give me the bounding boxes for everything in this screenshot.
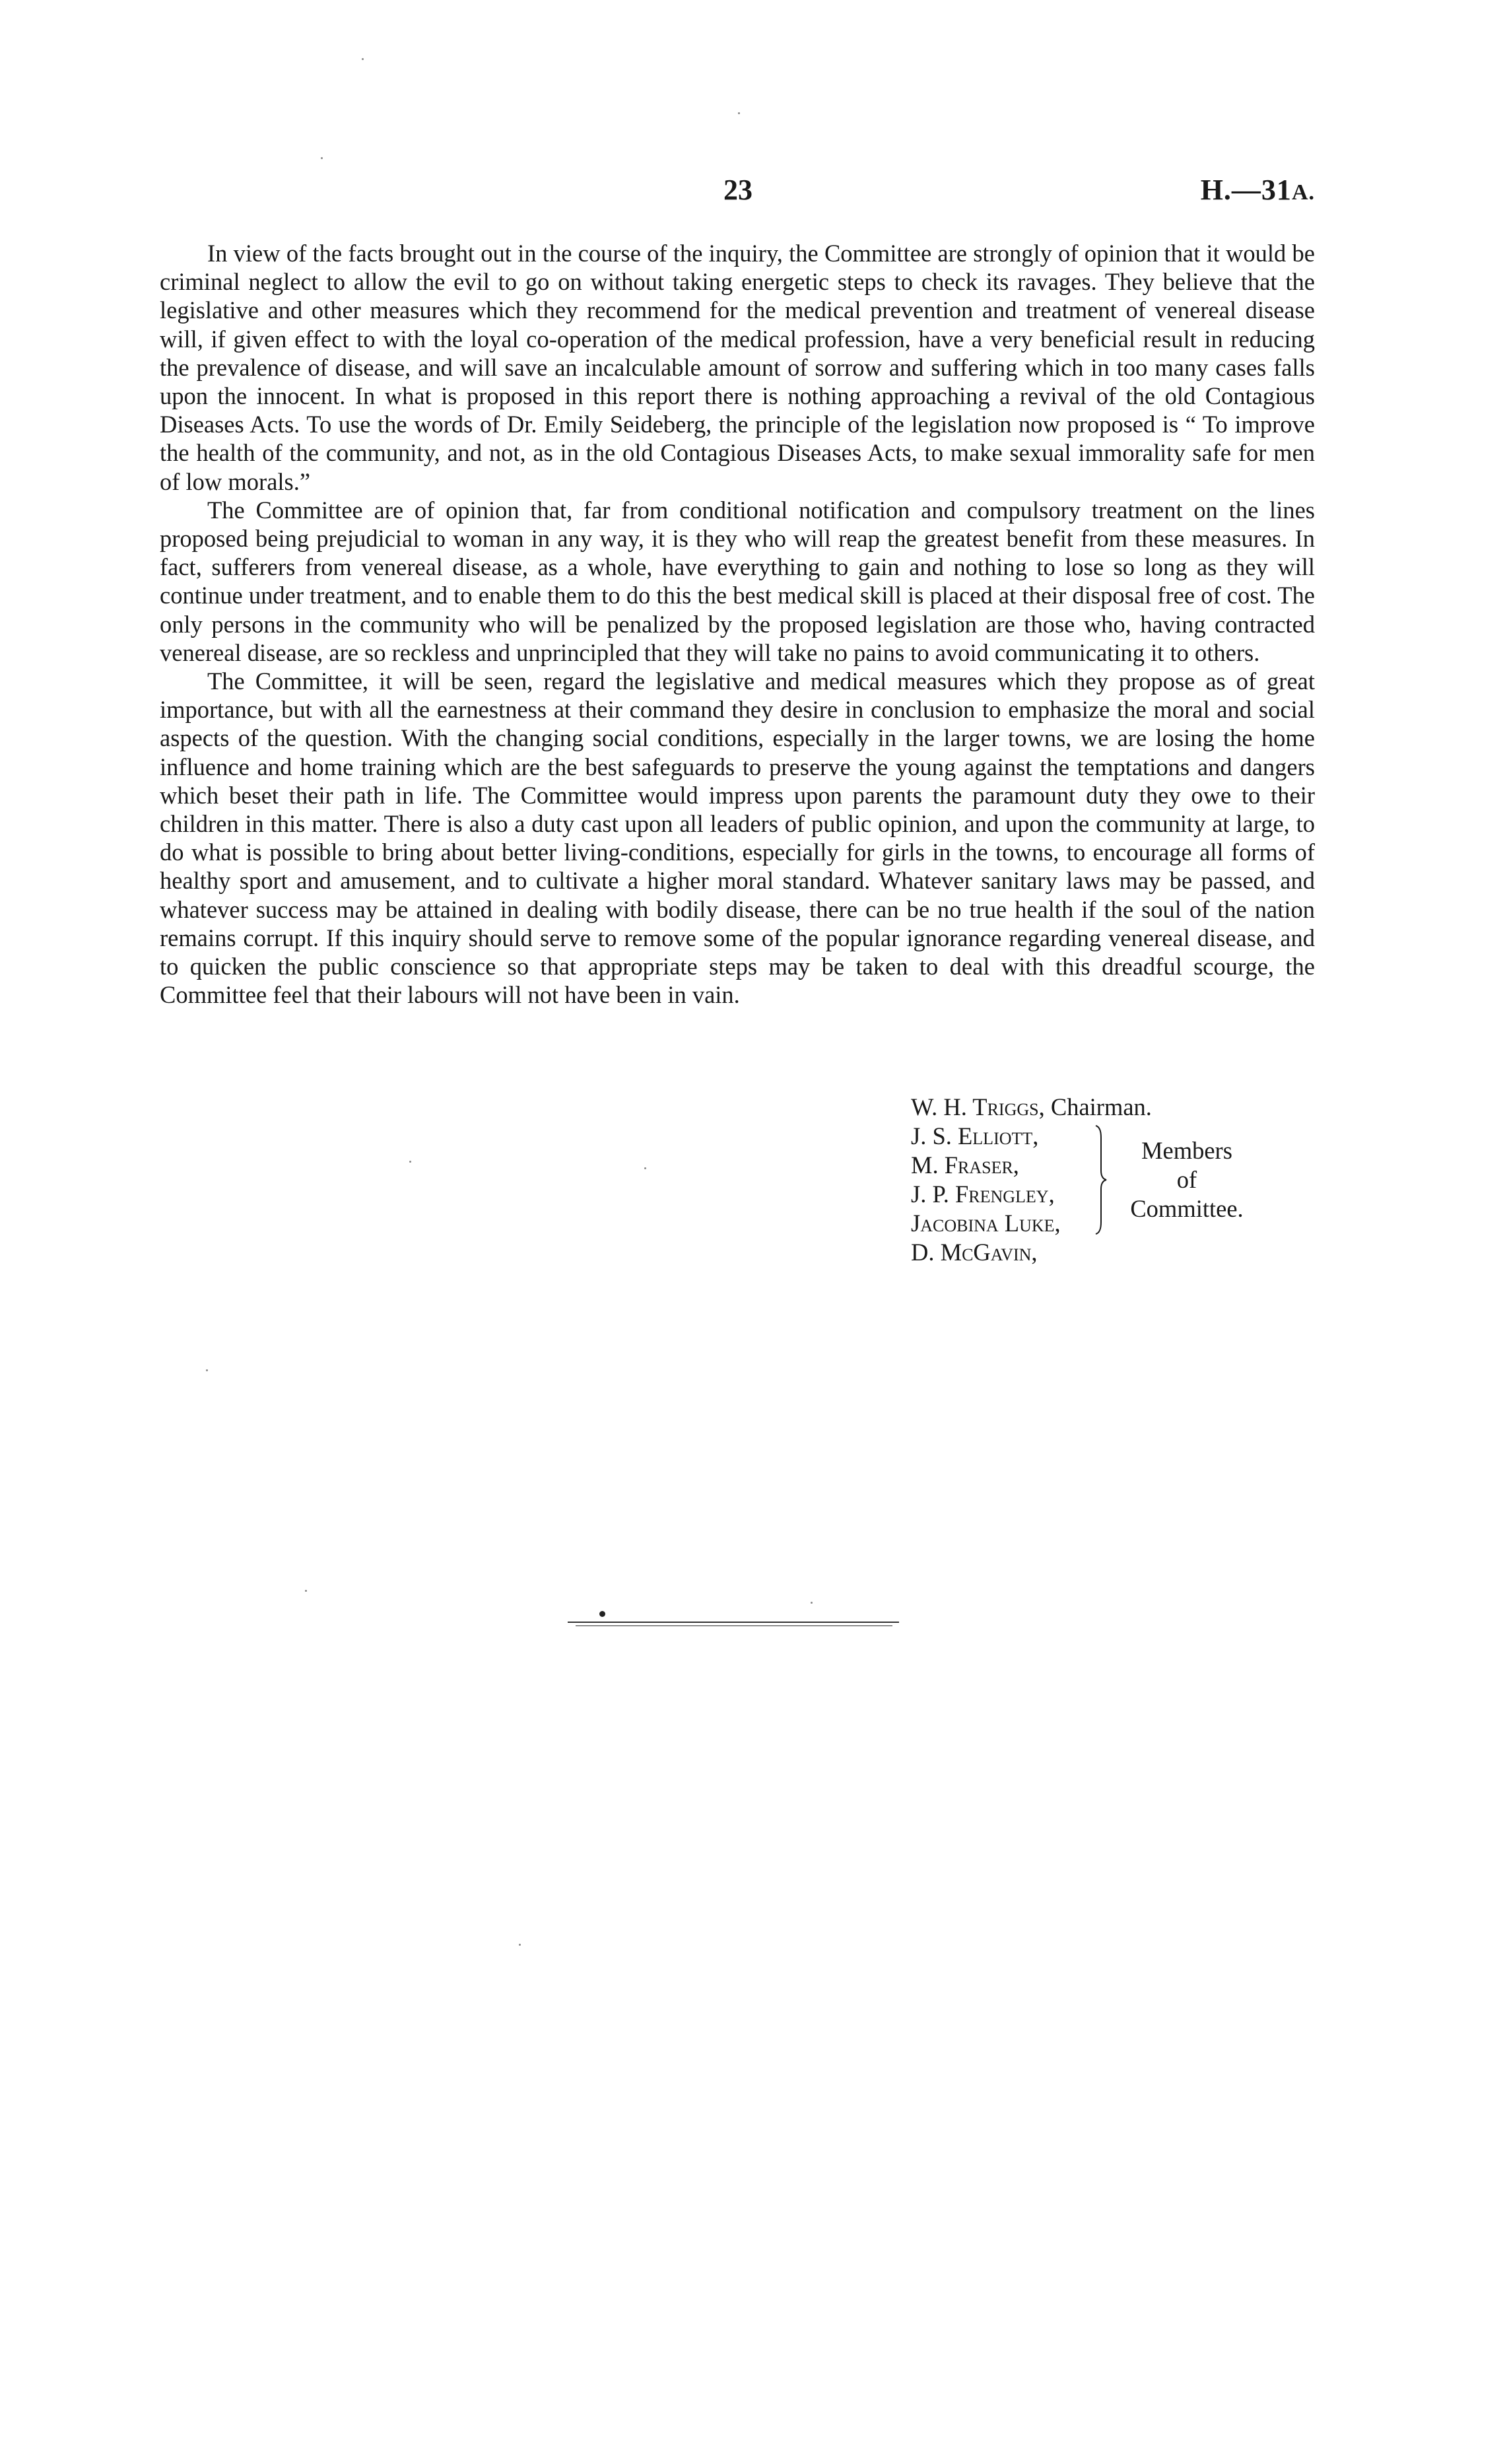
right-brace [1094, 1124, 1109, 1235]
page-number: 23 [723, 174, 752, 206]
members-label-line: Committee. [1130, 1195, 1244, 1222]
scan-speck [738, 112, 740, 114]
page-header [0, 173, 1505, 213]
paragraph-2: The Committee are of opinion that, far from conditional notification and compulsory treatment on the lines proposed being prejudicial to woman in any way, it is they who will reap the greatest benefit from these measures. In fact, sufferers from venereal disease, as a whole, have everything to gain and nothing to lose so long as they will continue under treatment, and to enable them to do this the best medical skill is placed at their disposal free of cost. The only persons in the community who will be penalized by the proposed legislation are those who, having contracted venereal disease, are so reckless and unprincipled that they will take no pains to avoid communicating it to others. [160, 496, 1315, 666]
scan-speck [362, 58, 364, 60]
committee-members [911, 1122, 1281, 1266]
document-reference-main: H.—31 [1200, 174, 1292, 206]
member-name: M. Fraser, [911, 1151, 1019, 1179]
ornament-dot [599, 1611, 605, 1617]
members-of-committee-label [1114, 1136, 1259, 1223]
scan-speck [519, 1944, 521, 1946]
scan-speck [409, 1161, 411, 1163]
members-label-line: Members [1141, 1137, 1232, 1164]
members-label-line: of [1176, 1166, 1197, 1193]
member-name: Jacobina Luke, [911, 1210, 1061, 1237]
scan-speck [305, 1590, 307, 1592]
chairman-signature [911, 1093, 1281, 1122]
scan-speck [644, 1167, 646, 1169]
scan-speck [206, 1369, 208, 1371]
scan-speck [321, 157, 323, 159]
document-reference [1201, 173, 1315, 207]
member-name: J. P. Frengley, [911, 1181, 1055, 1208]
closing-rule [568, 1622, 899, 1623]
scan-speck [811, 1602, 813, 1604]
signature-block [911, 1093, 1281, 1266]
paragraph-1: In view of the facts brought out in the course of the inquiry, the Committee are strongly of opinion that it would be criminal neglect to allow the evil to go on without taking energetic steps to check its ravages. They believe that the legislative and other measures which they recommend for the medical prevention and treatment of venereal disease will, if given effect to with the loyal co-operation of the medical profession, have a very beneficial result in reducing the prevalence of disease, and will save an incalculable amount of sorrow and suffering which in too many cases falls upon the innocent. In what is proposed in this report there is nothing approaching a revival of the old Contagious Diseases Acts. To use the words of Dr. Emily Seideberg, the principle of the legislation now proposed is “ To improve the health of the community, and not, as in the old Contagious Diseases Acts, to make sexual immorality safe for men of low morals.” [160, 240, 1315, 495]
chairman-title: Chairman. [1050, 1093, 1152, 1120]
chairman-name: W. H. Triggs, [911, 1093, 1045, 1120]
document-reference-suffix: A. [1291, 180, 1315, 205]
member-name: J. S. Elliott, [911, 1122, 1039, 1149]
report-body [160, 239, 1315, 1009]
member-name: D. McGavin, [911, 1239, 1038, 1266]
paragraph-3: The Committee, it will be seen, regard the legislative and medical measures which they propose as of great importance, but with all the earnestness at their command they desire in conclusion to emphasize the moral and social aspects of the question. With the changing social conditions, especially in the larger towns, we are losing the home influence and home training which are the best safeguards to preserve the young against the temptations and dangers which beset their path in life. The Committee would impress upon parents the paramount duty they owe to their children in this matter. There is also a duty cast upon all leaders of public opinion, and upon the community at large, to do what is possible to bring about better living-conditions, especially for girls in the towns, to encourage all forms of healthy sport and amusement, and to cultivate a higher moral standard. Whatever sanitary laws may be passed, and whatever success may be attained in dealing with bodily disease, there can be no true health if the soul of the nation remains corrupt. If this inquiry should serve to remove some of the popular ignorance regarding venereal disease, and to quicken the public conscience so that appropriate steps may be taken to deal with this dreadful scourge, the Committee feel that their labours will not have been in vain. [160, 667, 1315, 1009]
